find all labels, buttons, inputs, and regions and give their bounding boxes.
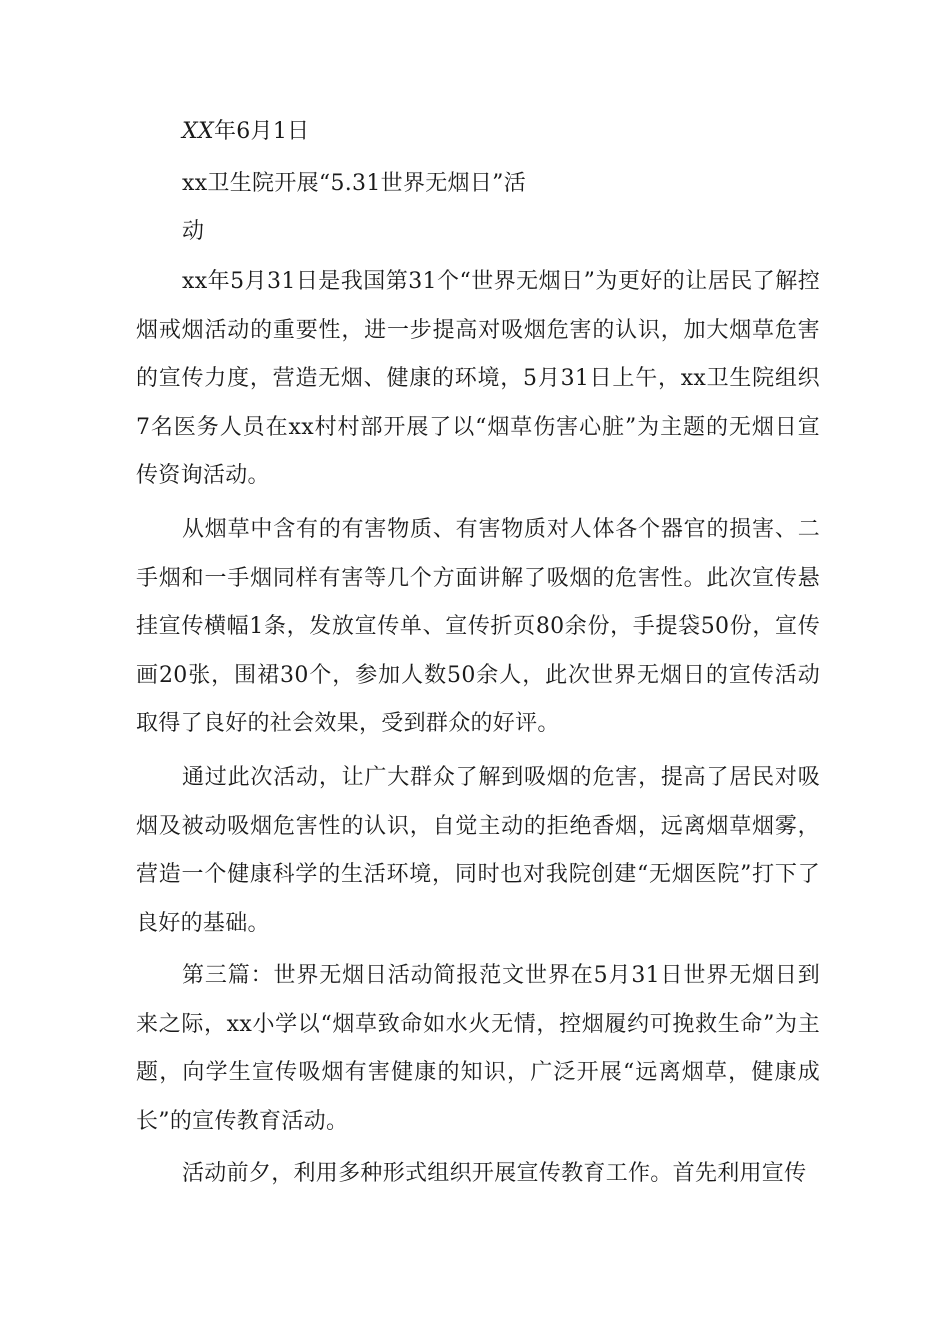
document-date: [182, 108, 866, 157]
paragraph-5: 活动前夕，利用多种形式组织开展宣传教育工作。首先利用宣传: [182, 1161, 807, 1186]
article-title-line-1: xx卫生院开展“5.31世界无烟日”活: [182, 171, 526, 196]
paragraph-2: 从烟草中含有的有害物质、有害物质对人体各个器官的损害、二手烟和一手烟同样有害等几个方面讲解了吸烟的危害性。此次宣传悬挂宣传横幅1条，发放宣传单、宣传折页80余份，手提袋50份，宣传画20张，围裙30个，参加人数50余人，此次世界无烟日的宣传活动取得了良好的社会效果，受到群众的好评。: [136, 517, 820, 737]
paragraph-1: xx年5月31日是我国第31个“世界无烟日”为更好的让居民了解控烟戒烟活动的重要性，进一步提高对吸烟危害的认识，加大烟草危害的宣传力度，营造无烟、健康的环境，5月31日上午，xx卫生院组织7名医务人员在xx村村部开展了以“烟草伤害心脏”为主题的无烟日宣传资询活动。: [136, 269, 820, 489]
date-rest: 年6月1日: [213, 119, 310, 144]
article-title-line-2: 动: [182, 219, 205, 244]
date-prefix: XX: [182, 119, 214, 144]
paragraph-4: 第三篇：世界无烟日活动简报范文世界在5月31日世界无烟日到来之际，xx小学以“烟草致命如水火无情，控烟履约可挽救生命”为主题，向学生宣传吸烟有害健康的知识，广泛开展“远离烟草，健康成长”的宣传教育活动。: [136, 963, 820, 1134]
paragraph-3: 通过此次活动，让广大群众了解到吸烟的危害，提高了居民对吸烟及被动吸烟危害性的认识，自觉主动的拒绝香烟，远离烟草烟雾，营造一个健康科学的生活环境，同时也对我院创建“无烟医院”打下了良好的基础。: [136, 765, 820, 936]
